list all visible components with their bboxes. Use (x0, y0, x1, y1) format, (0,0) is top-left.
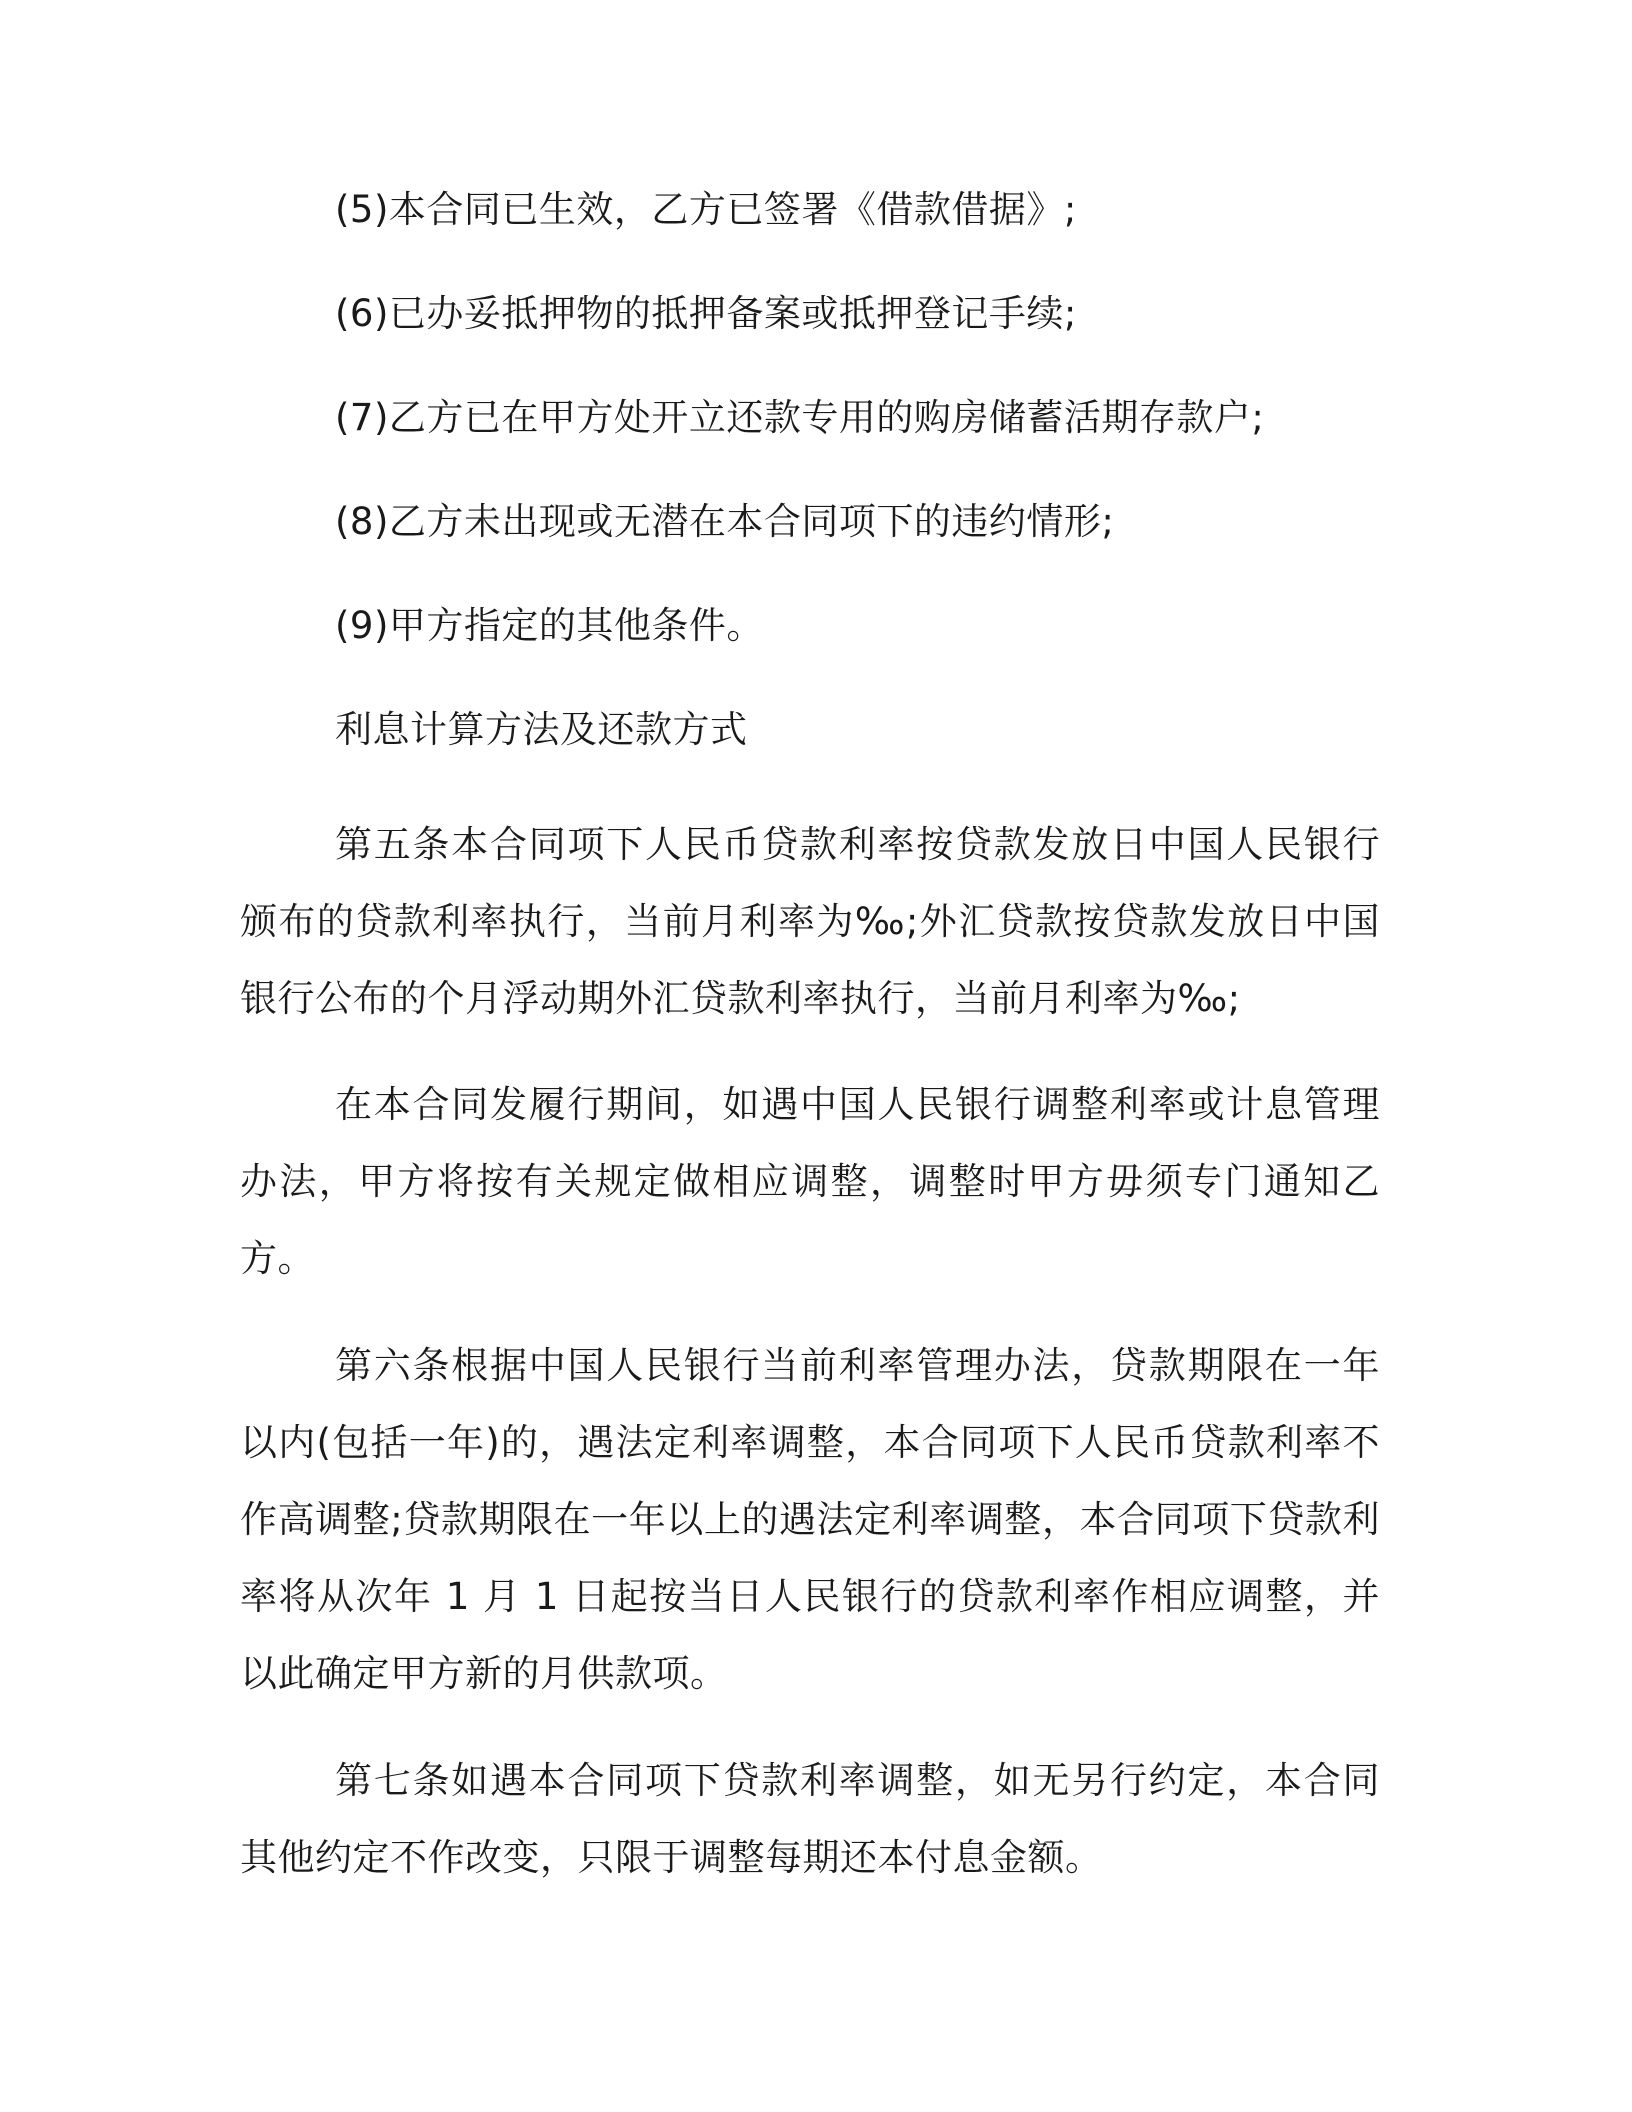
condition-item-9: (9)甲方指定的其他条件。 (335, 604, 764, 647)
condition-item-6: (6)已办妥抵押物的抵押备案或抵押登记手续; (335, 292, 1077, 335)
article-5-paragraph: 第五条本合同项下人民币贷款利率按贷款发放日中国人民银行颁布的贷款利率执行，当前月利率为‰;外汇贷款按贷款发放日中国银行公布的个月浮动期外汇贷款利率执行，当前月利率为‰; (240, 823, 1380, 1020)
article-7-paragraph: 第七条如遇本合同项下贷款利率调整，如无另行约定，本合同其他约定不作改变，只限于调整每期还本付息金额。 (240, 1759, 1380, 1879)
condition-item-8: (8)乙方未出现或无潜在本合同项下的违约情形; (335, 500, 1115, 543)
article-6-paragraph: 第六条根据中国人民银行当前利率管理办法，贷款期限在一年以内(包括一年)的，遇法定利率调整，本合同项下人民币贷款利率不作高调整;贷款期限在一年以上的遇法定利率调整，本合同项下贷款利率将从次年 1 月 1 日起按当日人民银行的贷款利率作相应调整，并以此确定甲方新的月供款项。 (240, 1344, 1380, 1695)
condition-item-5: (5)本合同已生效，乙方已签署《借款借据》; (335, 188, 1077, 231)
condition-item-7: (7)乙方已在甲方处开立还款专用的购房储蓄活期存款户; (335, 396, 1265, 439)
rate-adjustment-paragraph: 在本合同发履行期间，如遇中国人民银行调整利率或计息管理办法，甲方将按有关规定做相应调整，调整时甲方毋须专门通知乙方。 (240, 1083, 1380, 1280)
document-body (240, 184, 1380, 1926)
section-heading: 利息计算方法及还款方式 (335, 708, 748, 751)
